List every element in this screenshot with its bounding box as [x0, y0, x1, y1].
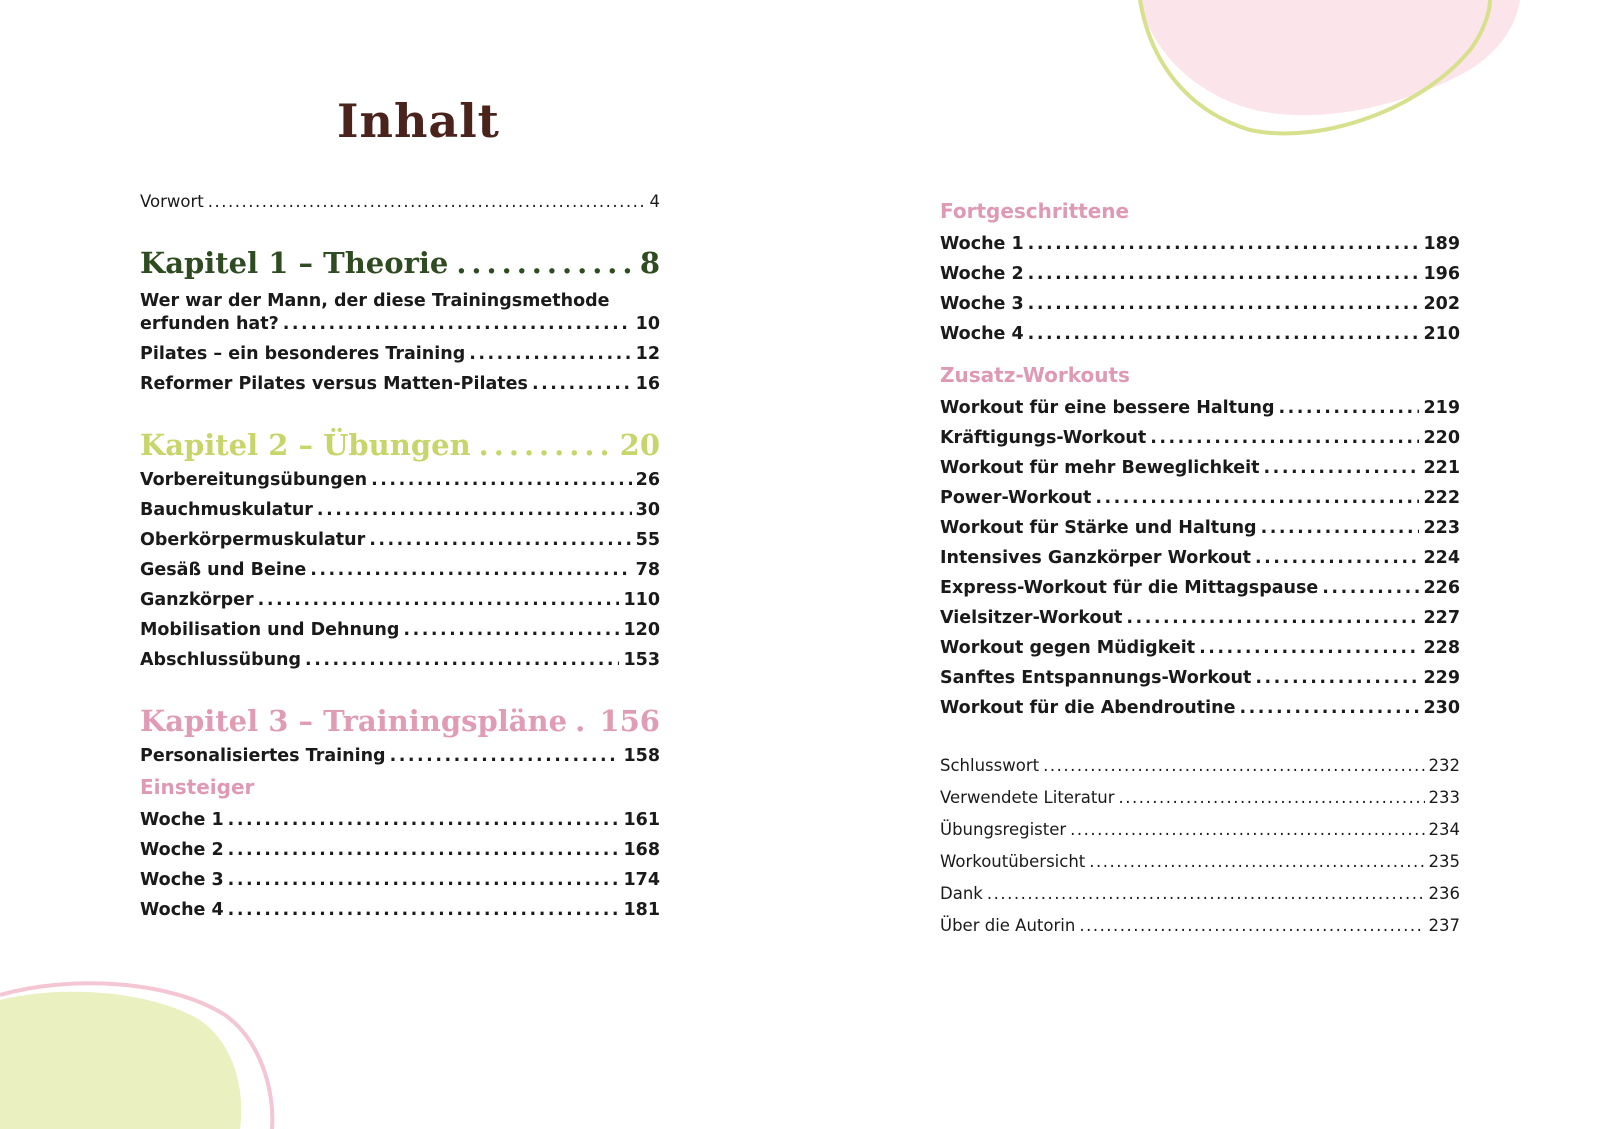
toc-entry[interactable]: [940, 264, 1460, 284]
toc-page-number: 189: [1423, 234, 1460, 254]
toc-entry[interactable]: [140, 810, 660, 830]
leader-dots: [1028, 294, 1420, 314]
leader-dots: [1150, 428, 1419, 448]
toc-entry-label: Reformer Pilates versus Matten-Pilates: [140, 374, 528, 394]
toc-entry-label: Gesäß und Beine: [140, 560, 307, 580]
toc-page-number: 235: [1428, 852, 1460, 871]
leader-dots: [1126, 608, 1419, 628]
toc-entry[interactable]: [940, 458, 1460, 478]
toc-page-number: 234: [1428, 820, 1460, 839]
toc-entry[interactable]: [140, 746, 660, 766]
leader-dots: [1079, 916, 1424, 936]
toc-entry[interactable]: [940, 638, 1460, 658]
toc-entry-label: Workout für die Abendroutine: [940, 698, 1236, 718]
leader-dots: [403, 620, 619, 640]
toc-entry-label-line2: erfunden hat?: [140, 314, 279, 334]
toc-entry[interactable]: [940, 578, 1460, 598]
toc-entry-label: Mobilisation und Dehnung: [140, 620, 400, 640]
toc-page-number: 210: [1423, 324, 1460, 344]
leader-dots: [208, 192, 646, 212]
leader-dots: [1264, 458, 1420, 478]
toc-page-number: 174: [623, 870, 660, 890]
toc-page-number: 223: [1423, 518, 1460, 538]
toc-entry-label: Vorbereitungsübungen: [140, 470, 368, 490]
toc-entry[interactable]: [140, 288, 660, 334]
toc-page-number: 220: [1423, 428, 1460, 448]
leader-dots: [456, 246, 631, 280]
toc-page-number: 226: [1423, 578, 1460, 598]
toc-page-number: 26: [635, 470, 660, 490]
toc-entry-label: Woche 1: [140, 810, 224, 830]
toc-entry-label: Woche 3: [940, 294, 1024, 314]
leader-dots: [1261, 518, 1420, 538]
toc-entry-label: Verwendete Literatur: [940, 788, 1115, 807]
toc-entry-label: Personalisiertes Training: [140, 746, 386, 766]
chapter-page-number: 20: [619, 428, 660, 462]
toc-entry-label: Workout für Stärke und Haltung: [940, 518, 1257, 538]
toc-entry[interactable]: [940, 518, 1460, 538]
toc-entry-back-matter[interactable]: [940, 916, 1460, 936]
leader-dots: [369, 530, 631, 550]
toc-entry-label: Sanftes Entspannungs-Workout: [940, 668, 1252, 688]
toc-page-number: 232: [1428, 756, 1460, 775]
toc-page-number: 161: [623, 810, 660, 830]
toc-entry[interactable]: [940, 234, 1460, 254]
toc-page-number: 237: [1428, 916, 1460, 935]
toc-entry-label-line1: Wer war der Mann, der diese Trainingsmethode: [140, 291, 610, 311]
toc-page-number: 219: [1423, 398, 1460, 418]
toc-entry-label: Über die Autorin: [940, 916, 1076, 935]
toc-page-number: 228: [1423, 638, 1460, 658]
toc-entry[interactable]: [940, 608, 1460, 628]
toc-page-number: 153: [623, 650, 660, 670]
toc-entry[interactable]: [940, 398, 1460, 418]
toc-page-number: 55: [635, 530, 660, 550]
toc-entry[interactable]: [140, 840, 660, 860]
leader-dots: [1239, 698, 1419, 718]
toc-entry-label: Vorwort: [140, 192, 204, 211]
toc-page-number: 158: [623, 746, 660, 766]
toc-page-number: 202: [1423, 294, 1460, 314]
toc-entry[interactable]: [940, 548, 1460, 568]
toc-entry-label: Workout für eine bessere Haltung: [940, 398, 1275, 418]
toc-entry[interactable]: [140, 560, 660, 580]
leader-dots: [532, 374, 632, 394]
toc-page-number: 78: [635, 560, 660, 580]
leader-dots: [1199, 638, 1419, 658]
toc-entry-label: Workout gegen Müdigkeit: [940, 638, 1196, 658]
toc-page-number: 233: [1428, 788, 1460, 807]
toc-entry-back-matter[interactable]: [940, 884, 1460, 904]
toc-page-number: 229: [1423, 668, 1460, 688]
toc-entry[interactable]: [140, 500, 660, 520]
page-title: Inhalt: [337, 94, 500, 148]
leader-dots: [1028, 324, 1420, 344]
green-blob-bottom-left: [0, 992, 241, 1129]
toc-entry-label: Abschlussübung: [140, 650, 302, 670]
chapter-heading-2[interactable]: [140, 428, 660, 462]
leader-dots: [1255, 668, 1419, 688]
chapter-heading-3[interactable]: [140, 704, 660, 738]
toc-entry[interactable]: [140, 374, 660, 394]
leader-dots: [1070, 820, 1424, 840]
section-heading-advanced: Fortgeschrittene: [940, 199, 1130, 223]
toc-page-number: 181: [623, 900, 660, 920]
section-heading-beginner: Einsteiger: [140, 775, 255, 799]
toc-entry[interactable]: [140, 344, 660, 364]
spacer: [940, 728, 1460, 756]
chapter-page-number: 8: [639, 246, 660, 280]
toc-entry-label: Woche 4: [940, 324, 1024, 344]
leader-dots: [317, 500, 632, 520]
toc-entry[interactable]: [940, 428, 1460, 448]
toc-entry[interactable]: [940, 668, 1460, 688]
toc-page-number: 16: [635, 374, 660, 394]
toc-entry-label: Woche 3: [140, 870, 224, 890]
toc-entry[interactable]: [140, 590, 660, 610]
leader-dots: [1322, 578, 1419, 598]
leader-dots: [987, 884, 1425, 904]
toc-entry-label: Workout für mehr Beweglichkeit: [940, 458, 1260, 478]
toc-entry-back-matter[interactable]: [940, 756, 1460, 776]
toc-page-number: 168: [623, 840, 660, 860]
chapter-title: Kapitel 1 – Theorie: [140, 246, 449, 280]
toc-page-number: 30: [635, 500, 660, 520]
leader-dots: [1278, 398, 1419, 418]
toc-entry-label: Power-Workout: [940, 488, 1092, 508]
leader-dots: [310, 560, 631, 580]
toc-page-number: 10: [635, 314, 660, 334]
toc-entry[interactable]: [940, 294, 1460, 314]
toc-entry-label: Vielsitzer-Workout: [940, 608, 1123, 628]
toc-page-number: 4: [649, 192, 660, 211]
toc-entry-preface[interactable]: [140, 192, 660, 212]
toc-page-number: 196: [1423, 264, 1460, 284]
leader-dots: [1028, 234, 1420, 254]
toc-page-number: 12: [635, 344, 660, 364]
leader-dots: [228, 870, 620, 890]
toc-entry-label: Woche 1: [940, 234, 1024, 254]
leader-dots: [575, 704, 591, 738]
chapter-title: Kapitel 3 – Trainingspläne: [140, 704, 568, 738]
toc-entry-label: Express-Workout für die Mittagspause: [940, 578, 1319, 598]
leader-dots: [228, 840, 620, 860]
toc-entry-label: Schlusswort: [940, 756, 1040, 775]
toc-page-number: 236: [1428, 884, 1460, 903]
leader-dots: [228, 810, 620, 830]
toc-entry-label: Pilates – ein besonderes Training: [140, 344, 466, 364]
toc-entry[interactable]: [140, 900, 660, 920]
toc-right-column: [940, 190, 1460, 948]
toc-entry[interactable]: [940, 324, 1460, 344]
toc-page-number: 227: [1423, 608, 1460, 628]
toc-page-number: 221: [1423, 458, 1460, 478]
leader-dots: [283, 314, 632, 334]
toc-entry[interactable]: [140, 620, 660, 640]
toc-entry[interactable]: [140, 650, 660, 670]
toc-left-column: [140, 192, 660, 930]
chapter-heading-1[interactable]: [140, 246, 660, 280]
leader-dots: [305, 650, 619, 670]
leader-dots: [1028, 264, 1420, 284]
toc-page-number: 230: [1423, 698, 1460, 718]
toc-entry-back-matter[interactable]: [940, 788, 1460, 808]
leader-dots: [469, 344, 631, 364]
toc-entry[interactable]: [940, 698, 1460, 718]
chapter-page-number: 156: [599, 704, 660, 738]
toc-entry-label: Kräftigungs-Workout: [940, 428, 1147, 448]
toc-entry[interactable]: [140, 530, 660, 550]
toc-entry[interactable]: [140, 470, 660, 490]
leader-dots: [1255, 548, 1420, 568]
leader-dots: [479, 428, 612, 462]
toc-page-number: 222: [1423, 488, 1460, 508]
leader-dots: [1119, 788, 1425, 808]
toc-entry-label: Woche 2: [940, 264, 1024, 284]
toc-entry[interactable]: [940, 488, 1460, 508]
toc-page-number: 224: [1423, 548, 1460, 568]
leader-dots: [1043, 756, 1424, 776]
toc-page-number: 120: [623, 620, 660, 640]
leader-dots: [1089, 852, 1424, 872]
toc-entry-label: Workoutübersicht: [940, 852, 1086, 871]
toc-entry-label: Ganzkörper: [140, 590, 254, 610]
toc-entry-back-matter[interactable]: [940, 852, 1460, 872]
toc-entry-label: Übungsregister: [940, 820, 1067, 839]
toc-entry-label: Woche 4: [140, 900, 224, 920]
leader-dots: [371, 470, 632, 490]
toc-entry-label: Bauchmuskulatur: [140, 500, 313, 520]
leader-dots: [258, 590, 620, 610]
toc-entry-back-matter[interactable]: [940, 820, 1460, 840]
toc-entry-label: Dank: [940, 884, 983, 903]
leader-dots: [390, 746, 620, 766]
toc-entry-label: Woche 2: [140, 840, 224, 860]
toc-entry-label: Oberkörpermuskulatur: [140, 530, 366, 550]
toc-entry[interactable]: [140, 870, 660, 890]
chapter-title: Kapitel 2 – Übungen: [140, 428, 471, 462]
section-heading-extra-workouts: Zusatz-Workouts: [940, 363, 1130, 387]
toc-page-number: 110: [623, 590, 660, 610]
toc-entry-label: Intensives Ganzkörper Workout: [940, 548, 1251, 568]
leader-dots: [228, 900, 620, 920]
leader-dots: [1095, 488, 1419, 508]
